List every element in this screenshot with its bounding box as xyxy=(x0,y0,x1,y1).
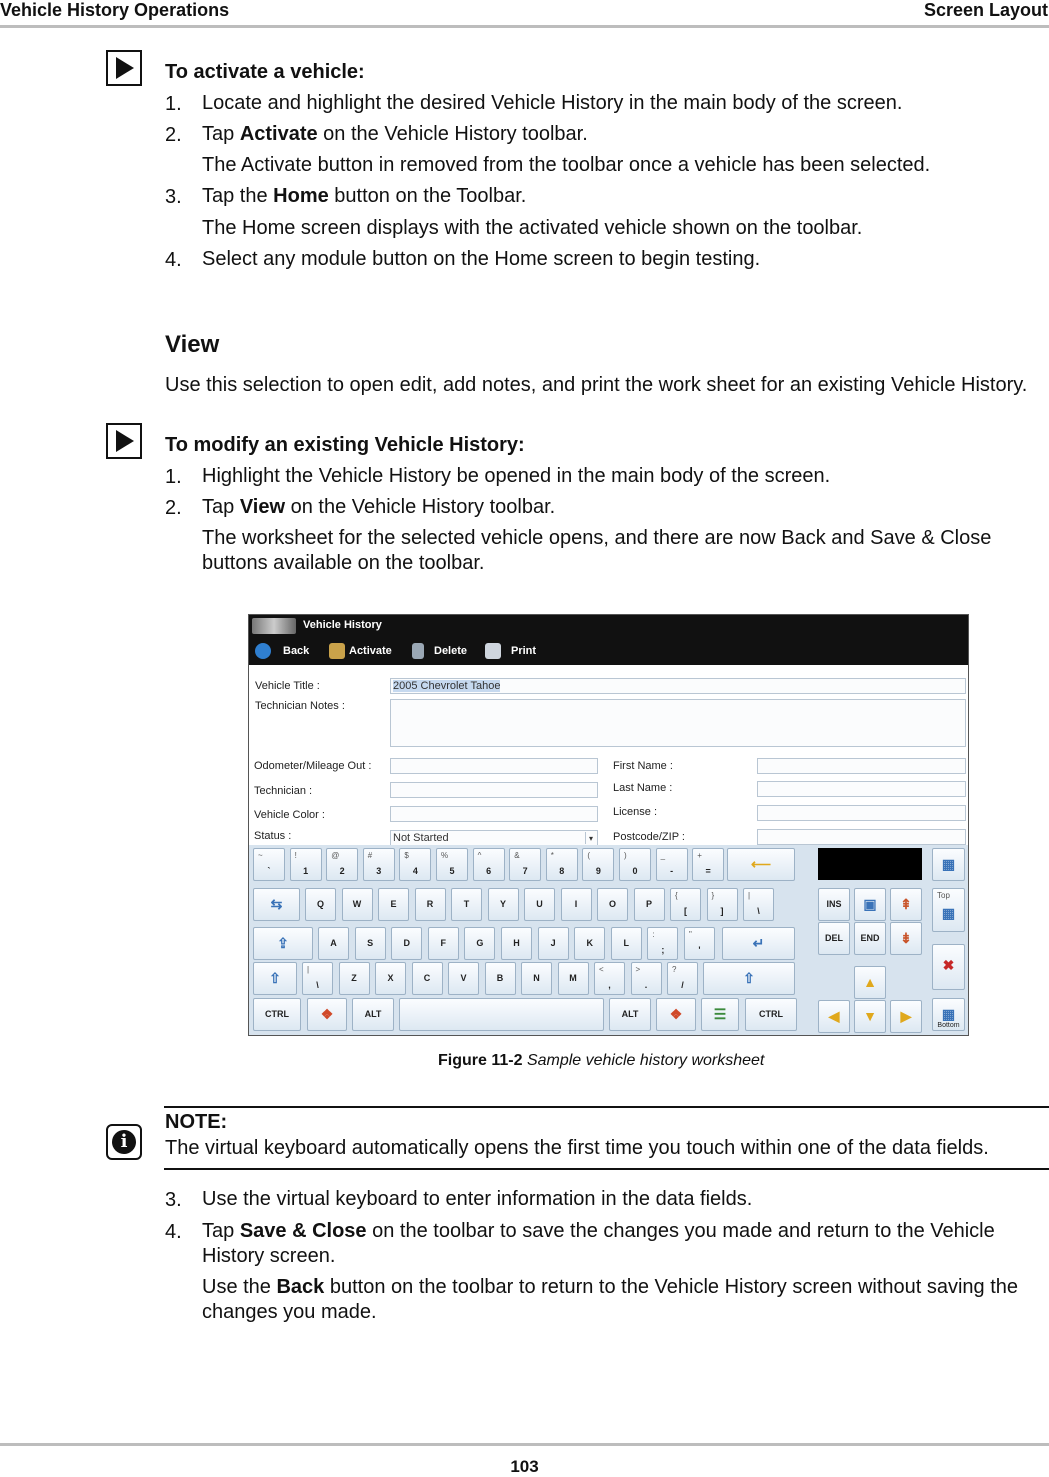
tab-key[interactable] xyxy=(253,888,300,921)
step-number: 1. xyxy=(165,466,182,488)
bottom-key[interactable]: ▦ Bottom xyxy=(932,998,965,1031)
windows-icon: ❖ xyxy=(320,1006,334,1022)
step-text: Locate and highlight the desired Vehicle History in the main body of the screen. xyxy=(202,92,903,114)
postcode-label: Postcode/ZIP : xyxy=(613,831,685,843)
first-name-label: First Name : xyxy=(613,760,673,772)
enter-icon: ↵ xyxy=(752,935,765,951)
home-key[interactable] xyxy=(854,888,886,921)
key[interactable]: C xyxy=(412,962,443,995)
key[interactable]: O xyxy=(597,888,628,921)
key[interactable]: S xyxy=(355,927,386,960)
section-description: Use this selection to open edit, add notes, and print the work sheet for an existing Vehicle History. xyxy=(165,374,1028,396)
backspace-key[interactable] xyxy=(727,848,795,881)
key[interactable]: * 8 xyxy=(546,848,578,881)
last-name-label: Last Name : xyxy=(613,782,673,794)
window-titlebar xyxy=(249,615,968,637)
page-up-icon: ⇞ xyxy=(900,896,912,912)
step-text: History screen. xyxy=(202,1245,336,1267)
note-title: NOTE: xyxy=(165,1111,228,1133)
header-rule xyxy=(0,25,1049,28)
ctrl-key-right[interactable]: CTRL xyxy=(745,998,797,1031)
section-heading: View xyxy=(165,331,220,358)
vehicle-icon xyxy=(329,643,345,659)
step-note: The Home screen displays with the activated vehicle shown on the toolbar. xyxy=(202,217,863,239)
keyboard-icon: ▦ xyxy=(941,856,956,872)
key[interactable]: J xyxy=(538,927,569,960)
step-note: The Activate button in removed from the toolbar once a vehicle has been selected. xyxy=(202,154,931,176)
key[interactable]: E xyxy=(378,888,409,921)
key[interactable]: " ' xyxy=(684,927,715,960)
step-number: 2. xyxy=(165,124,182,146)
status-label: Status : xyxy=(254,830,292,842)
step-number: 3. xyxy=(165,1189,182,1211)
delete-button[interactable]: Delete xyxy=(412,643,467,659)
windows-key[interactable] xyxy=(307,998,347,1031)
key[interactable]: % 5 xyxy=(436,848,468,881)
key[interactable]: { [ xyxy=(670,888,701,921)
page-up-key[interactable] xyxy=(890,888,922,921)
shift-key-right[interactable] xyxy=(703,962,795,995)
caps-lock-icon: ⇪ xyxy=(277,935,289,951)
key[interactable]: B xyxy=(485,962,516,995)
toolbar xyxy=(249,637,968,665)
vehicle-color-field[interactable] xyxy=(390,806,598,822)
key[interactable]: Q xyxy=(305,888,336,921)
key[interactable]: G xyxy=(464,927,495,960)
arrow-left-icon: ◀ xyxy=(828,1008,840,1024)
arrow-down-icon: ▼ xyxy=(863,1008,877,1024)
page-number: 103 xyxy=(510,1457,539,1476)
procedure-arrow-icon xyxy=(106,50,142,86)
step-number: 4. xyxy=(165,249,182,271)
first-name-field[interactable] xyxy=(757,758,966,774)
odometer-label: Odometer/Mileage Out : xyxy=(254,760,372,772)
arrow-up-icon: ▲ xyxy=(863,974,877,990)
top-key[interactable]: Top ▦ xyxy=(932,888,965,932)
key[interactable]: ! 1 xyxy=(290,848,322,881)
arrow-left-key[interactable] xyxy=(818,1000,850,1033)
step-text: Tap Activate on the Vehicle History toolbar. xyxy=(202,123,588,145)
trash-icon xyxy=(412,643,424,659)
status-select[interactable]: Not Started ▾ xyxy=(390,830,598,846)
key[interactable]: $ 4 xyxy=(399,848,431,881)
backspace-icon: ⟵ xyxy=(750,856,772,872)
key[interactable]: } ] xyxy=(707,888,738,921)
license-field[interactable] xyxy=(757,805,966,821)
step-number: 2. xyxy=(165,497,182,519)
page-down-icon: ⇟ xyxy=(900,930,912,946)
back-arrow-icon xyxy=(255,643,271,659)
note-top-rule xyxy=(164,1106,1049,1108)
step-number: 3. xyxy=(165,186,182,208)
key[interactable]: R xyxy=(415,888,446,921)
alt-key[interactable]: ALT xyxy=(352,998,394,1031)
step-text: Tap Save & Close on the toolbar to save the changes you made and return to the Vehicle xyxy=(202,1220,995,1242)
note-text: The virtual keyboard automatically opens the first time you touch within one of the data fields. xyxy=(165,1137,989,1159)
step-number: 1. xyxy=(165,93,182,115)
key[interactable]: H xyxy=(501,927,532,960)
menu-icon: ☰ xyxy=(713,1006,727,1022)
shift-icon: ⇧ xyxy=(743,970,755,986)
printer-icon xyxy=(485,643,501,659)
figure-caption: Figure 11-2 Sample vehicle history worksheet xyxy=(438,1052,765,1069)
worksheet-form xyxy=(249,665,968,845)
key[interactable]: F xyxy=(428,927,459,960)
vehicle-history-screenshot xyxy=(248,614,969,1036)
caps-lock-key[interactable] xyxy=(253,927,313,960)
procedure-title: To activate a vehicle: xyxy=(165,61,365,83)
tab-icon: ⇆ xyxy=(270,896,283,912)
procedure-arrow-icon xyxy=(106,423,142,459)
key[interactable]: ^ 6 xyxy=(473,848,505,881)
key[interactable]: < , xyxy=(594,962,625,995)
key[interactable]: # 3 xyxy=(363,848,395,881)
ctrl-key[interactable]: CTRL xyxy=(253,998,301,1031)
windows-icon: ❖ xyxy=(669,1006,683,1022)
key[interactable]: T xyxy=(451,888,482,921)
technician-label: Technician : xyxy=(254,785,313,797)
chevron-down-icon: ▾ xyxy=(585,832,596,844)
key[interactable]: V xyxy=(448,962,479,995)
technician-notes-field[interactable] xyxy=(390,699,966,747)
step-note: The worksheet for the selected vehicle opens, and there are now Back and Save & Close xyxy=(202,527,992,549)
last-name-field[interactable] xyxy=(757,781,966,797)
key[interactable]: U xyxy=(524,888,555,921)
key[interactable]: & 7 xyxy=(509,848,541,881)
odometer-field[interactable] xyxy=(390,758,598,774)
running-header-right: Screen Layout xyxy=(923,0,1048,20)
key[interactable]: > . xyxy=(631,962,662,995)
end-key[interactable]: END xyxy=(854,922,886,955)
key[interactable]: N xyxy=(521,962,552,995)
step-number: 4. xyxy=(165,1221,182,1243)
arrow-up-key[interactable] xyxy=(854,966,886,999)
key[interactable]: ( 9 xyxy=(582,848,614,881)
postcode-field[interactable] xyxy=(757,829,966,845)
enter-key[interactable] xyxy=(722,927,795,960)
step-text: Select any module button on the Home screen to begin testing. xyxy=(202,248,761,270)
step-note: Use the Back button on the toolbar to return to the Vehicle History screen without saving the xyxy=(202,1276,1019,1298)
activate-button[interactable]: Activate xyxy=(329,643,392,659)
vehicle-title-label: Vehicle Title : xyxy=(255,680,320,692)
key[interactable]: _ - xyxy=(656,848,688,881)
del-key[interactable]: DEL xyxy=(818,922,850,955)
technician-field[interactable] xyxy=(390,782,598,798)
key[interactable]: : ; xyxy=(647,927,678,960)
key[interactable]: + = xyxy=(692,848,724,881)
keyboard-display xyxy=(818,848,922,880)
arrow-down-key[interactable] xyxy=(854,1000,886,1033)
virtual-keyboard xyxy=(249,845,968,1036)
key[interactable]: X xyxy=(375,962,406,995)
step-text: Tap View on the Vehicle History toolbar. xyxy=(202,496,556,518)
arrow-right-icon: ▶ xyxy=(900,1008,912,1024)
windows-key-right[interactable] xyxy=(656,998,696,1031)
home-icon: ▣ xyxy=(863,896,877,912)
window-title: Vehicle History xyxy=(303,619,382,631)
key[interactable]: W xyxy=(342,888,373,921)
key[interactable]: M xyxy=(558,962,589,995)
step-note: changes you made. xyxy=(202,1301,377,1323)
key[interactable]: Y xyxy=(488,888,519,921)
key[interactable]: | \ xyxy=(302,962,333,995)
key[interactable]: D xyxy=(391,927,422,960)
key[interactable]: L xyxy=(611,927,642,960)
step-note: buttons available on the toolbar. xyxy=(202,552,485,574)
alt-key-right[interactable]: ALT xyxy=(609,998,651,1031)
step-text: Highlight the Vehicle History be opened in the main body of the screen. xyxy=(202,465,831,487)
key[interactable]: K xyxy=(574,927,605,960)
close-keyboard-key[interactable] xyxy=(932,944,965,990)
footer-rule xyxy=(0,1443,1049,1446)
key[interactable]: A xyxy=(318,927,349,960)
scroll-top-icon: ▦ xyxy=(941,905,956,921)
key[interactable]: @ 2 xyxy=(326,848,358,881)
license-label: License : xyxy=(613,806,658,818)
logo-icon xyxy=(252,618,296,634)
note-bottom-rule xyxy=(164,1168,1049,1170)
step-text: Use the virtual keyboard to enter information in the data fields. xyxy=(202,1188,753,1210)
vehicle-color-label: Vehicle Color : xyxy=(254,809,325,821)
running-header-left: Vehicle History Operations xyxy=(0,0,230,20)
ins-key[interactable]: INS xyxy=(818,888,850,921)
key[interactable]: Z xyxy=(339,962,370,995)
vehicle-title-field[interactable]: 2005 Chevrolet Tahoe xyxy=(390,678,966,694)
back-button[interactable]: Back xyxy=(255,643,309,659)
step-text: Tap the Home button on the Toolbar. xyxy=(202,185,527,207)
arrow-right-key[interactable] xyxy=(890,1000,922,1033)
print-button[interactable]: Print xyxy=(485,643,536,659)
key[interactable]: | \ xyxy=(743,888,774,921)
spacebar-key[interactable] xyxy=(399,998,604,1031)
scroll-bottom-icon: ▦ xyxy=(941,1006,956,1022)
menu-key[interactable] xyxy=(701,998,739,1031)
key[interactable]: I xyxy=(561,888,592,921)
key[interactable]: P xyxy=(634,888,665,921)
close-icon: ✖ xyxy=(942,957,955,973)
technician-notes-label: Technician Notes : xyxy=(255,700,345,712)
key[interactable]: ~ ` xyxy=(253,848,285,881)
procedure-title: To modify an existing Vehicle History: xyxy=(165,434,525,456)
keyboard-settings-key[interactable] xyxy=(932,848,965,881)
info-icon: i xyxy=(106,1124,142,1160)
shift-key[interactable] xyxy=(253,962,297,995)
key[interactable]: ) 0 xyxy=(619,848,651,881)
shift-icon: ⇧ xyxy=(269,970,281,986)
page-down-key[interactable] xyxy=(890,922,922,955)
key[interactable]: ? / xyxy=(667,962,698,995)
